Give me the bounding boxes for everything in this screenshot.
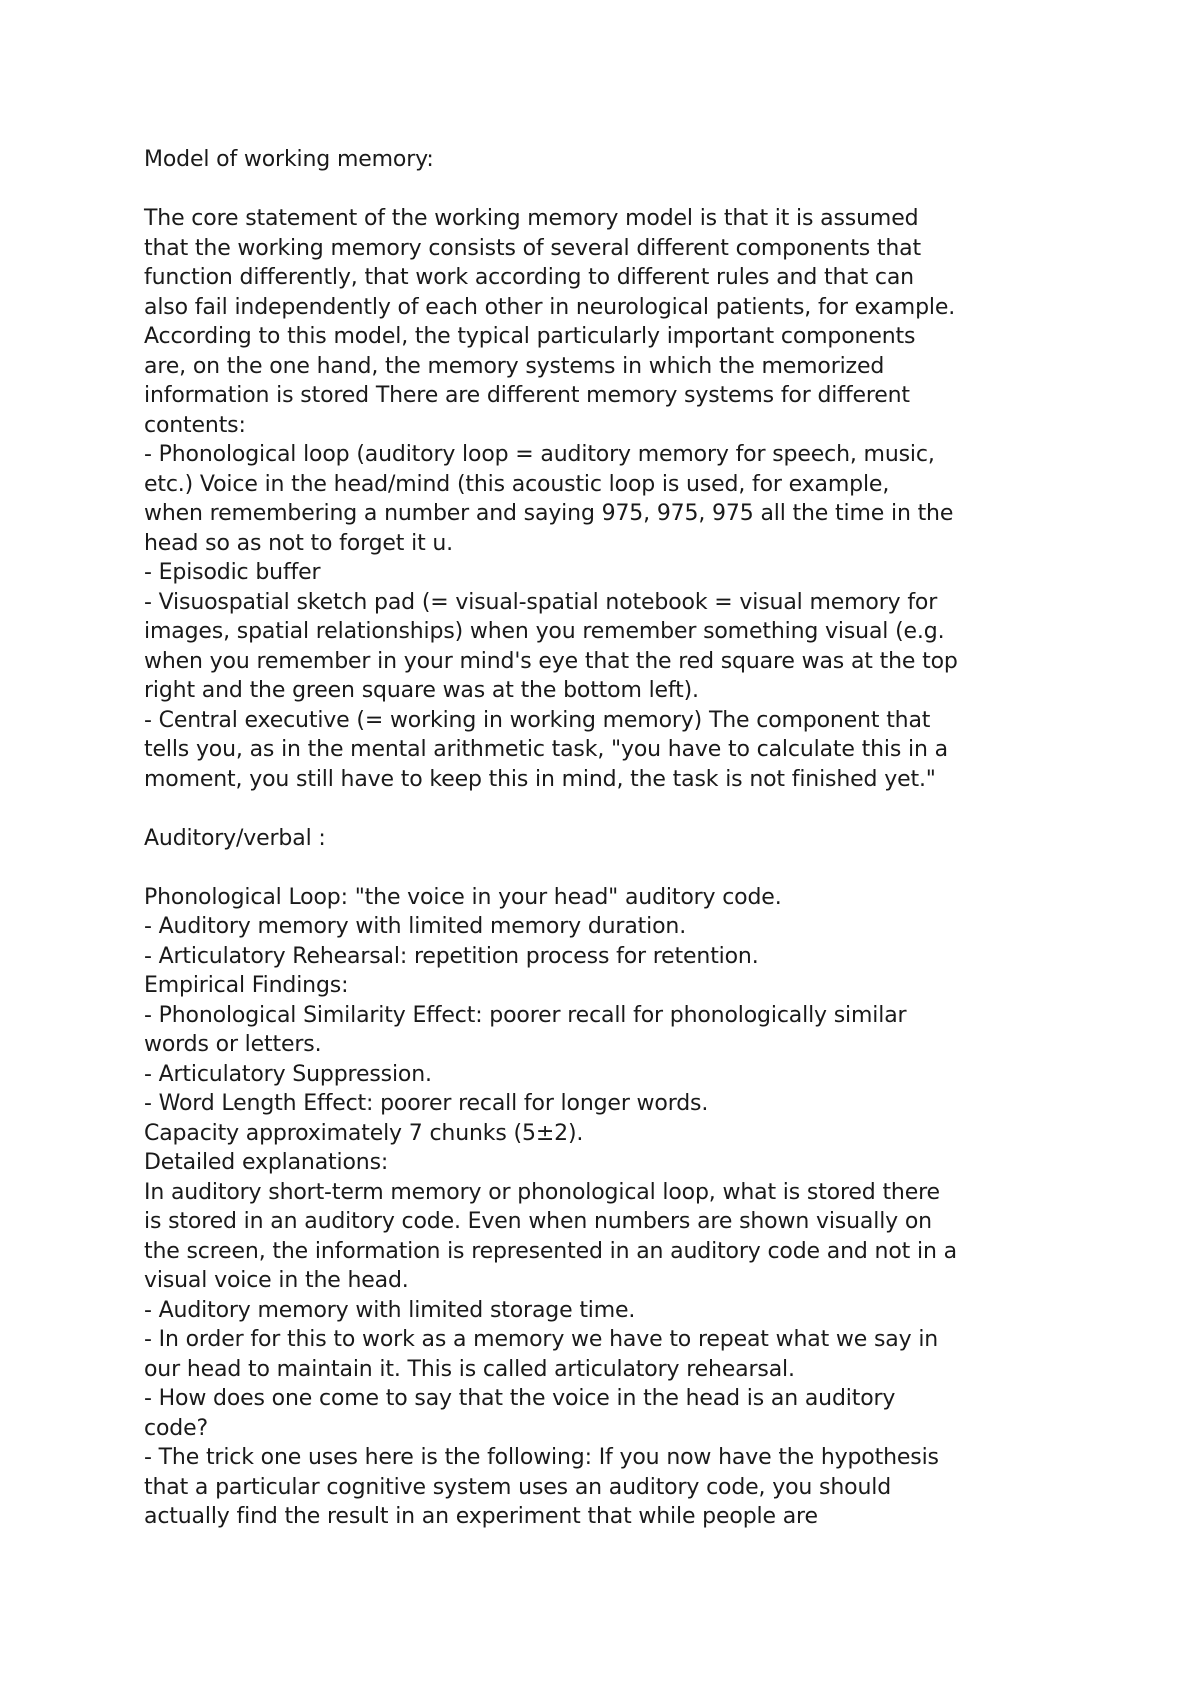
text-line: etc.) Voice in the head/mind (this acoustic loop is used, for example, <box>144 471 890 497</box>
blank-line <box>144 175 1104 205</box>
text-line: are, on the one hand, the memory systems in which the memorized <box>144 353 885 379</box>
text-line: - Central executive (= working in working memory) The component that <box>144 707 931 733</box>
text-line: - Auditory memory with limited memory duration. <box>144 914 687 939</box>
text-line: moment, you still have to keep this in mind, the task is not finished yet." <box>144 766 936 792</box>
text-line: tells you, as in the mental arithmetic task, "you have to calculate this in a <box>144 737 948 762</box>
text-line: information is stored There are different memory systems for different <box>144 383 910 408</box>
text-line: when you remember in your mind's eye that the red square was at the top <box>144 648 958 674</box>
text-line: Empirical Findings: <box>144 973 349 998</box>
text-line: - How does one come to say that the voice in the head is an auditory <box>144 1386 896 1411</box>
text-line: According to this model, the typical particularly important components <box>144 324 916 349</box>
text-line: images, spatial relationships) when you remember something visual (e.g. <box>144 619 945 644</box>
text-line: head so as not to forget it u. <box>144 530 454 556</box>
text-line: - The trick one uses here is the following: If you now have the hypothesis <box>144 1445 939 1470</box>
text-line: the screen, the information is represented in an auditory code and not in a <box>144 1238 957 1264</box>
text-line: - Visuospatial sketch pad (= visual-spatial notebook = visual memory for <box>144 589 938 615</box>
text-line: actually find the result in an experiment that while people are <box>144 1504 818 1529</box>
text-line: Model of working memory: <box>144 147 434 172</box>
text-line: also fail independently of each other in neurological patients, for example. <box>144 294 956 320</box>
text-line: that a particular cognitive system uses an auditory code, you should <box>144 1474 892 1500</box>
blank-line <box>144 794 1104 824</box>
text-line: - Auditory memory with limited storage time. <box>144 1297 636 1323</box>
text-line: Capacity approximately 7 chunks (5±2). <box>144 1120 584 1146</box>
text-line: Phonological Loop: "the voice in your head" auditory code. <box>144 884 782 910</box>
text-line: right and the green square was at the bottom left). <box>144 678 699 703</box>
text-line: - Articulatory Rehearsal: repetition process for retention. <box>144 943 759 969</box>
text-line: In auditory short-term memory or phonological loop, what is stored there <box>144 1179 940 1205</box>
text-line: - Episodic buffer <box>144 560 321 585</box>
text-line: - Articulatory Suppression. <box>144 1061 432 1087</box>
text-line: - Word Length Effect: poorer recall for longer words. <box>144 1091 709 1116</box>
text-line: when remembering a number and saying 975, 975, 975 all the time in the <box>144 501 954 526</box>
text-line: our head to maintain it. This is called articulatory rehearsal. <box>144 1356 795 1382</box>
blank-line <box>144 853 1104 883</box>
text-line: - Phonological loop (auditory loop = auditory memory for speech, music, <box>144 442 935 467</box>
text-line: function differently, that work according to different rules and that can <box>144 265 914 290</box>
document-body <box>144 145 1104 1532</box>
text-line: words or letters. <box>144 1032 322 1057</box>
text-line: contents: <box>144 412 246 438</box>
text-line: Detailed explanations: <box>144 1150 389 1175</box>
text-line: code? <box>144 1415 208 1441</box>
text-line: is stored in an auditory code. Even when numbers are shown visually on <box>144 1209 932 1234</box>
text-line: that the working memory consists of several different components that <box>144 235 921 261</box>
text-line: - Phonological Similarity Effect: poorer recall for phonologically similar <box>144 1002 907 1028</box>
text-line: visual voice in the head. <box>144 1268 409 1293</box>
text-line: The core statement of the working memory model is that it is assumed <box>144 206 919 231</box>
text-line: Auditory/verbal : <box>144 825 326 851</box>
text-line: - In order for this to work as a memory we have to repeat what we say in <box>144 1327 939 1352</box>
